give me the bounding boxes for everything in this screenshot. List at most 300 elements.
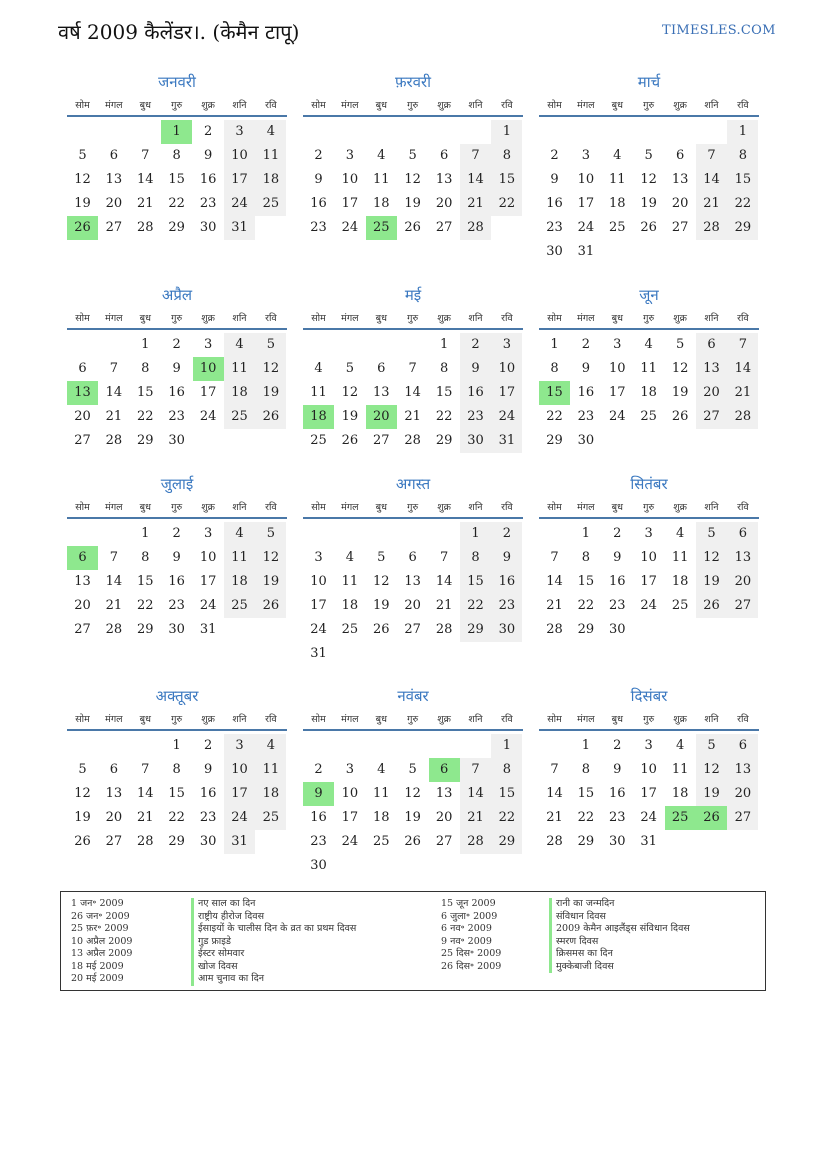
day-cell: 25 [671,598,689,613]
day-cell: 4 [644,337,653,352]
day-cell: 29 [137,622,154,637]
weekday-label: मंगल [341,502,359,513]
day-cell: 5 [696,522,727,546]
weekday-label: रवि [265,313,277,324]
weekday-label: रवि [501,714,513,725]
day-cell: 1 [439,337,449,352]
day-cell: 6 [109,762,119,777]
day-cell: 1 [491,734,522,758]
day-cell: 15 [491,782,522,806]
weekday-label: सोम [75,100,90,111]
day-cell: 10 [199,550,217,565]
day-cell: 3 [613,337,622,352]
site-brand-link[interactable]: TIMESLES.COM [662,23,776,38]
day-cell: 28 [546,834,563,849]
day-cell: 26 [74,834,91,849]
day-cell: 13 [105,172,123,187]
day-cell: 30 [546,244,563,259]
day-cell: 25 [224,405,255,429]
weekday-label: मंगल [341,313,359,324]
day-cell: 13 [373,385,390,400]
day-cell: 14 [137,172,154,187]
day-cell: 18 [373,196,390,211]
weekday-label: शुक्र [437,714,451,725]
month-name: अगस्त [395,475,431,493]
day-cell: 28 [435,622,453,637]
day-cell: 8 [491,758,522,782]
weekday-label: मंगल [105,502,123,513]
day-cell: 20 [74,598,91,613]
day-cell: 29 [168,834,185,849]
day-cell: 23 [609,810,626,825]
day-cell: 20 [366,405,397,429]
weekday-label: रवि [501,313,513,324]
day-cell: 24 [640,810,657,825]
day-cell: 27 [105,220,123,235]
day-cell: 26 [373,622,390,637]
day-cell: 1 [581,738,591,753]
day-cell: 18 [224,570,255,594]
month-name: मई [404,286,422,304]
day-cell: 21 [460,192,491,216]
month-name: जून [639,286,659,304]
weekday-label: शुक्र [437,502,451,513]
day-cell: 12 [640,172,657,187]
weekday-label: मंगल [341,100,359,111]
day-cell: 21 [546,598,563,613]
weekday-label: मंगल [105,714,123,725]
day-cell: 9 [613,550,622,565]
weekday-label: सोम [75,313,90,324]
day-cell: 12 [74,172,91,187]
legend-holiday-name: राष्ट्रीय हीरोज दिवस [191,911,356,924]
day-cell: 6 [696,333,727,357]
day-cell: 31 [577,244,595,259]
weekday-label: बुध [375,313,387,324]
day-cell: 23 [546,220,563,235]
legend-date: 20 मई 2009 [71,973,124,984]
day-cell: 31 [310,646,327,661]
weekday-header [67,96,287,114]
weekday-label: शनि [704,714,719,725]
day-cell: 19 [255,381,286,405]
day-cell: 1 [141,526,150,541]
day-cell: 16 [460,381,491,405]
day-cell: 2 [491,522,522,546]
day-cell: 4 [255,120,286,144]
day-cell: 4 [675,526,685,541]
day-cell: 1 [581,526,591,541]
day-cell: 4 [377,148,386,163]
weekday-label: गुरु [407,502,419,513]
month-name: फ़रवरी [394,73,432,91]
day-cell: 6 [408,550,417,565]
day-cell: 22 [491,806,522,830]
weekday-label: रवि [737,502,749,513]
day-cell: 14 [696,168,727,192]
day-cell: 13 [435,172,453,187]
day-cell: 19 [696,570,727,594]
day-cell: 17 [310,598,327,613]
day-cell: 18 [255,782,286,806]
day-cell: 4 [345,550,355,565]
day-cell: 10 [341,786,359,801]
day-cell: 17 [224,168,255,192]
day-cell: 21 [137,196,154,211]
weekday-label: शनि [468,313,483,324]
legend-holiday-name: खोज दिवस [191,961,356,974]
day-cell: 17 [640,574,657,589]
day-cell: 21 [727,381,758,405]
day-cell: 30 [168,622,185,637]
day-cell: 25 [255,192,286,216]
legend-date: 13 अप्रैल 2009 [71,948,133,959]
weekday-label: रवि [265,100,277,111]
day-cell: 15 [168,786,185,801]
legend-holiday-name: आम चुनाव का दिन [191,973,356,986]
weekday-label: शनि [468,100,483,111]
header-rule [539,328,759,330]
day-cell: 7 [727,333,758,357]
day-cell: 23 [199,810,217,825]
day-cell: 23 [168,598,185,613]
day-cell: 19 [255,570,286,594]
day-cell: 27 [373,433,390,448]
weekday-header [539,96,759,114]
day-cell: 18 [640,385,657,400]
day-cell: 24 [341,834,359,849]
day-cell: 22 [577,598,595,613]
day-cell: 12 [671,361,689,376]
legend-holiday-name: रानी का जन्मदिन [549,898,690,911]
weekday-label: शुक्र [437,313,451,324]
header-rule [539,115,759,117]
weekday-label: शुक्र [201,313,215,324]
day-cell: 15 [460,570,491,594]
weekday-label: बुध [375,714,387,725]
day-cell: 16 [168,574,185,589]
day-cell: 21 [105,409,123,424]
day-cell: 3 [314,550,323,565]
weekday-label: सोम [311,313,326,324]
weekday-label: शनि [232,313,247,324]
day-cell: 16 [199,786,217,801]
day-cell: 20 [74,409,91,424]
day-cell: 28 [727,405,758,429]
day-cell: 2 [203,124,213,139]
day-cell: 12 [74,786,91,801]
day-cell: 26 [696,806,727,830]
day-cell: 6 [429,758,460,782]
day-cell: 11 [373,786,390,801]
weekday-label: शनि [704,100,719,111]
day-cell: 7 [109,361,119,376]
day-cell: 11 [671,762,689,777]
day-cell: 7 [408,361,417,376]
day-cell: 5 [78,148,87,163]
day-cell: 18 [341,598,359,613]
day-cell: 8 [727,144,758,168]
weekday-label: रवि [501,502,513,513]
day-cell: 23 [168,409,185,424]
day-cell: 13 [67,381,98,405]
day-cell: 24 [199,409,217,424]
weekday-label: गुरु [643,313,655,324]
day-cell: 28 [546,622,563,637]
day-cell: 27 [435,220,453,235]
day-cell: 7 [550,762,559,777]
weekday-label: शुक्र [673,313,687,324]
weekday-label: गुरु [643,100,655,111]
weekday-label: बुध [611,502,623,513]
day-cell: 24 [577,220,595,235]
day-cell: 7 [109,550,119,565]
legend-date: 6 नव॰ 2009 [441,923,492,934]
legend-holiday-name: स्मरण दिवस [549,936,690,949]
weekday-label: शनि [468,714,483,725]
day-cell: 29 [491,830,522,854]
month-name: अप्रैल [161,286,193,304]
day-cell: 6 [78,361,87,376]
day-cell: 30 [577,433,595,448]
legend-holiday-name: गुड फ्राइडे [191,936,356,949]
weekday-header [539,498,759,516]
holiday-legend [60,891,766,991]
day-cell: 18 [224,381,255,405]
month-name: अक्तूबर [155,687,199,705]
header-rule [303,115,523,117]
weekday-label: मंगल [105,313,123,324]
day-cell: 4 [314,361,323,376]
day-cell: 26 [640,220,657,235]
day-cell: 15 [435,385,453,400]
day-cell: 16 [609,786,626,801]
day-cell: 26 [255,594,286,618]
header-rule [67,729,287,731]
day-cell: 8 [439,361,449,376]
legend-date: 1 जन॰ 2009 [71,898,124,909]
month-name: सितंबर [630,475,668,493]
day-cell: 14 [404,385,421,400]
weekday-label: गुरु [407,100,419,111]
day-cell: 29 [137,433,154,448]
day-cell: 8 [172,148,181,163]
legend-date: 10 अप्रैल 2009 [71,935,133,947]
day-cell: 29 [577,834,595,849]
day-cell: 14 [105,385,123,400]
day-cell: 5 [377,550,386,565]
weekday-label: मंगल [105,100,123,111]
day-cell: 31 [199,622,217,637]
day-cell: 20 [404,598,421,613]
day-cell: 14 [727,357,758,381]
day-cell: 31 [491,429,522,453]
day-cell: 8 [491,144,522,168]
weekday-header [303,309,523,327]
weekday-label: गुरु [171,100,183,111]
day-cell: 20 [435,196,453,211]
day-cell: 1 [727,120,758,144]
day-cell: 10 [609,361,626,376]
weekday-label: सोम [547,313,562,324]
day-cell: 13 [404,574,421,589]
day-cell: 19 [640,196,657,211]
day-cell: 19 [341,409,359,424]
day-cell: 25 [640,409,657,424]
day-cell: 17 [199,385,217,400]
day-cell: 7 [460,758,491,782]
day-cell: 30 [609,834,626,849]
day-cell: 4 [675,738,685,753]
weekday-label: शुक्र [673,714,687,725]
day-cell: 24 [640,598,657,613]
day-cell: 28 [137,834,154,849]
day-cell: 22 [168,196,185,211]
legend-holiday-name: 2009 केमैन आइलैंड्स संविधान दिवस [549,923,690,936]
day-cell: 8 [141,361,150,376]
day-cell: 21 [460,806,491,830]
day-cell: 16 [310,196,327,211]
day-cell: 11 [341,574,359,589]
day-cell: 5 [408,762,417,777]
day-cell: 12 [696,546,727,570]
legend-holiday-name: ईस्टर सोमवार [191,948,356,961]
day-cell: 19 [74,196,91,211]
day-cell: 13 [696,357,727,381]
weekday-label: शुक्र [201,100,215,111]
weekday-header [303,96,523,114]
day-cell: 25 [310,433,327,448]
day-cell: 16 [577,385,595,400]
day-cell: 26 [255,405,286,429]
day-cell: 9 [581,361,591,376]
day-cell: 19 [696,782,727,806]
day-cell: 4 [224,333,255,357]
day-cell: 23 [310,834,327,849]
legend-date: 25 फ़र॰ 2009 [71,923,129,934]
weekday-label: बुध [611,100,623,111]
day-cell: 3 [644,526,653,541]
day-cell: 15 [727,168,758,192]
day-cell: 27 [74,622,91,637]
day-cell: 26 [696,594,727,618]
day-cell: 30 [199,834,217,849]
day-cell: 21 [696,192,727,216]
day-cell: 9 [491,546,522,570]
day-cell: 16 [491,570,522,594]
day-cell: 17 [609,385,626,400]
day-cell: 27 [696,405,727,429]
day-cell: 27 [727,594,758,618]
day-cell: 8 [172,762,181,777]
weekday-label: रवि [265,714,277,725]
day-cell: 5 [345,361,355,376]
day-cell: 18 [373,810,390,825]
weekday-label: सोम [547,714,562,725]
header-rule [303,729,523,731]
day-cell: 8 [550,361,559,376]
day-cell: 27 [727,806,758,830]
day-cell: 4 [224,522,255,546]
day-cell: 12 [255,546,286,570]
weekday-header [303,710,523,728]
day-cell: 3 [644,738,653,753]
day-cell: 23 [199,196,217,211]
day-cell: 21 [546,810,563,825]
month-name: नवंबर [397,687,429,705]
legend-dates-col1 [71,898,132,986]
weekday-label: शनि [704,502,719,513]
day-cell: 1 [550,337,559,352]
legend-holiday-name: ईसाइयों के चालीस दिन के व्रत का प्रथम दिवस [191,923,356,936]
day-cell: 22 [435,409,453,424]
day-cell: 12 [404,172,421,187]
day-cell: 2 [460,333,491,357]
day-cell: 15 [491,168,522,192]
day-cell: 9 [314,172,323,187]
day-cell: 10 [224,758,255,782]
weekday-label: गुरु [407,313,419,324]
day-cell: 30 [460,429,491,453]
day-cell: 25 [373,834,390,849]
day-cell: 25 [609,220,626,235]
day-cell: 24 [609,409,626,424]
day-cell: 17 [640,786,657,801]
weekday-label: बुध [375,100,387,111]
weekday-header [303,498,523,516]
legend-date: 25 दिस॰ 2009 [441,948,502,959]
day-cell: 19 [74,810,91,825]
day-cell: 30 [310,858,327,873]
day-cell: 5 [675,337,685,352]
weekday-label: बुध [139,313,151,324]
day-cell: 9 [460,357,491,381]
day-cell: 11 [310,385,327,400]
weekday-label: रवि [737,100,749,111]
month-name: मार्च [637,73,661,91]
day-cell: 18 [255,168,286,192]
header-rule [303,517,523,519]
day-cell: 23 [577,409,595,424]
day-cell: 11 [255,758,286,782]
legend-date: 15 जून 2009 [441,898,496,909]
day-cell: 5 [696,734,727,758]
day-cell: 29 [546,433,563,448]
day-cell: 29 [168,220,185,235]
weekday-label: सोम [547,502,562,513]
weekday-label: बुध [139,714,151,725]
weekday-label: सोम [547,100,562,111]
day-cell: 13 [105,786,123,801]
day-cell: 24 [341,220,359,235]
weekday-label: शनि [468,502,483,513]
day-cell: 8 [141,550,150,565]
day-cell: 16 [546,196,563,211]
day-cell: 2 [314,148,323,163]
day-cell: 16 [609,574,626,589]
weekday-header [67,309,287,327]
day-cell: 10 [640,550,657,565]
day-cell: 21 [435,598,453,613]
day-cell: 5 [255,333,286,357]
day-cell: 12 [696,758,727,782]
weekday-label: शुक्र [673,100,687,111]
weekday-label: गुरु [643,502,655,513]
weekday-label: गुरु [643,714,655,725]
day-cell: 17 [199,574,217,589]
day-cell: 21 [137,810,154,825]
day-cell: 14 [546,574,563,589]
